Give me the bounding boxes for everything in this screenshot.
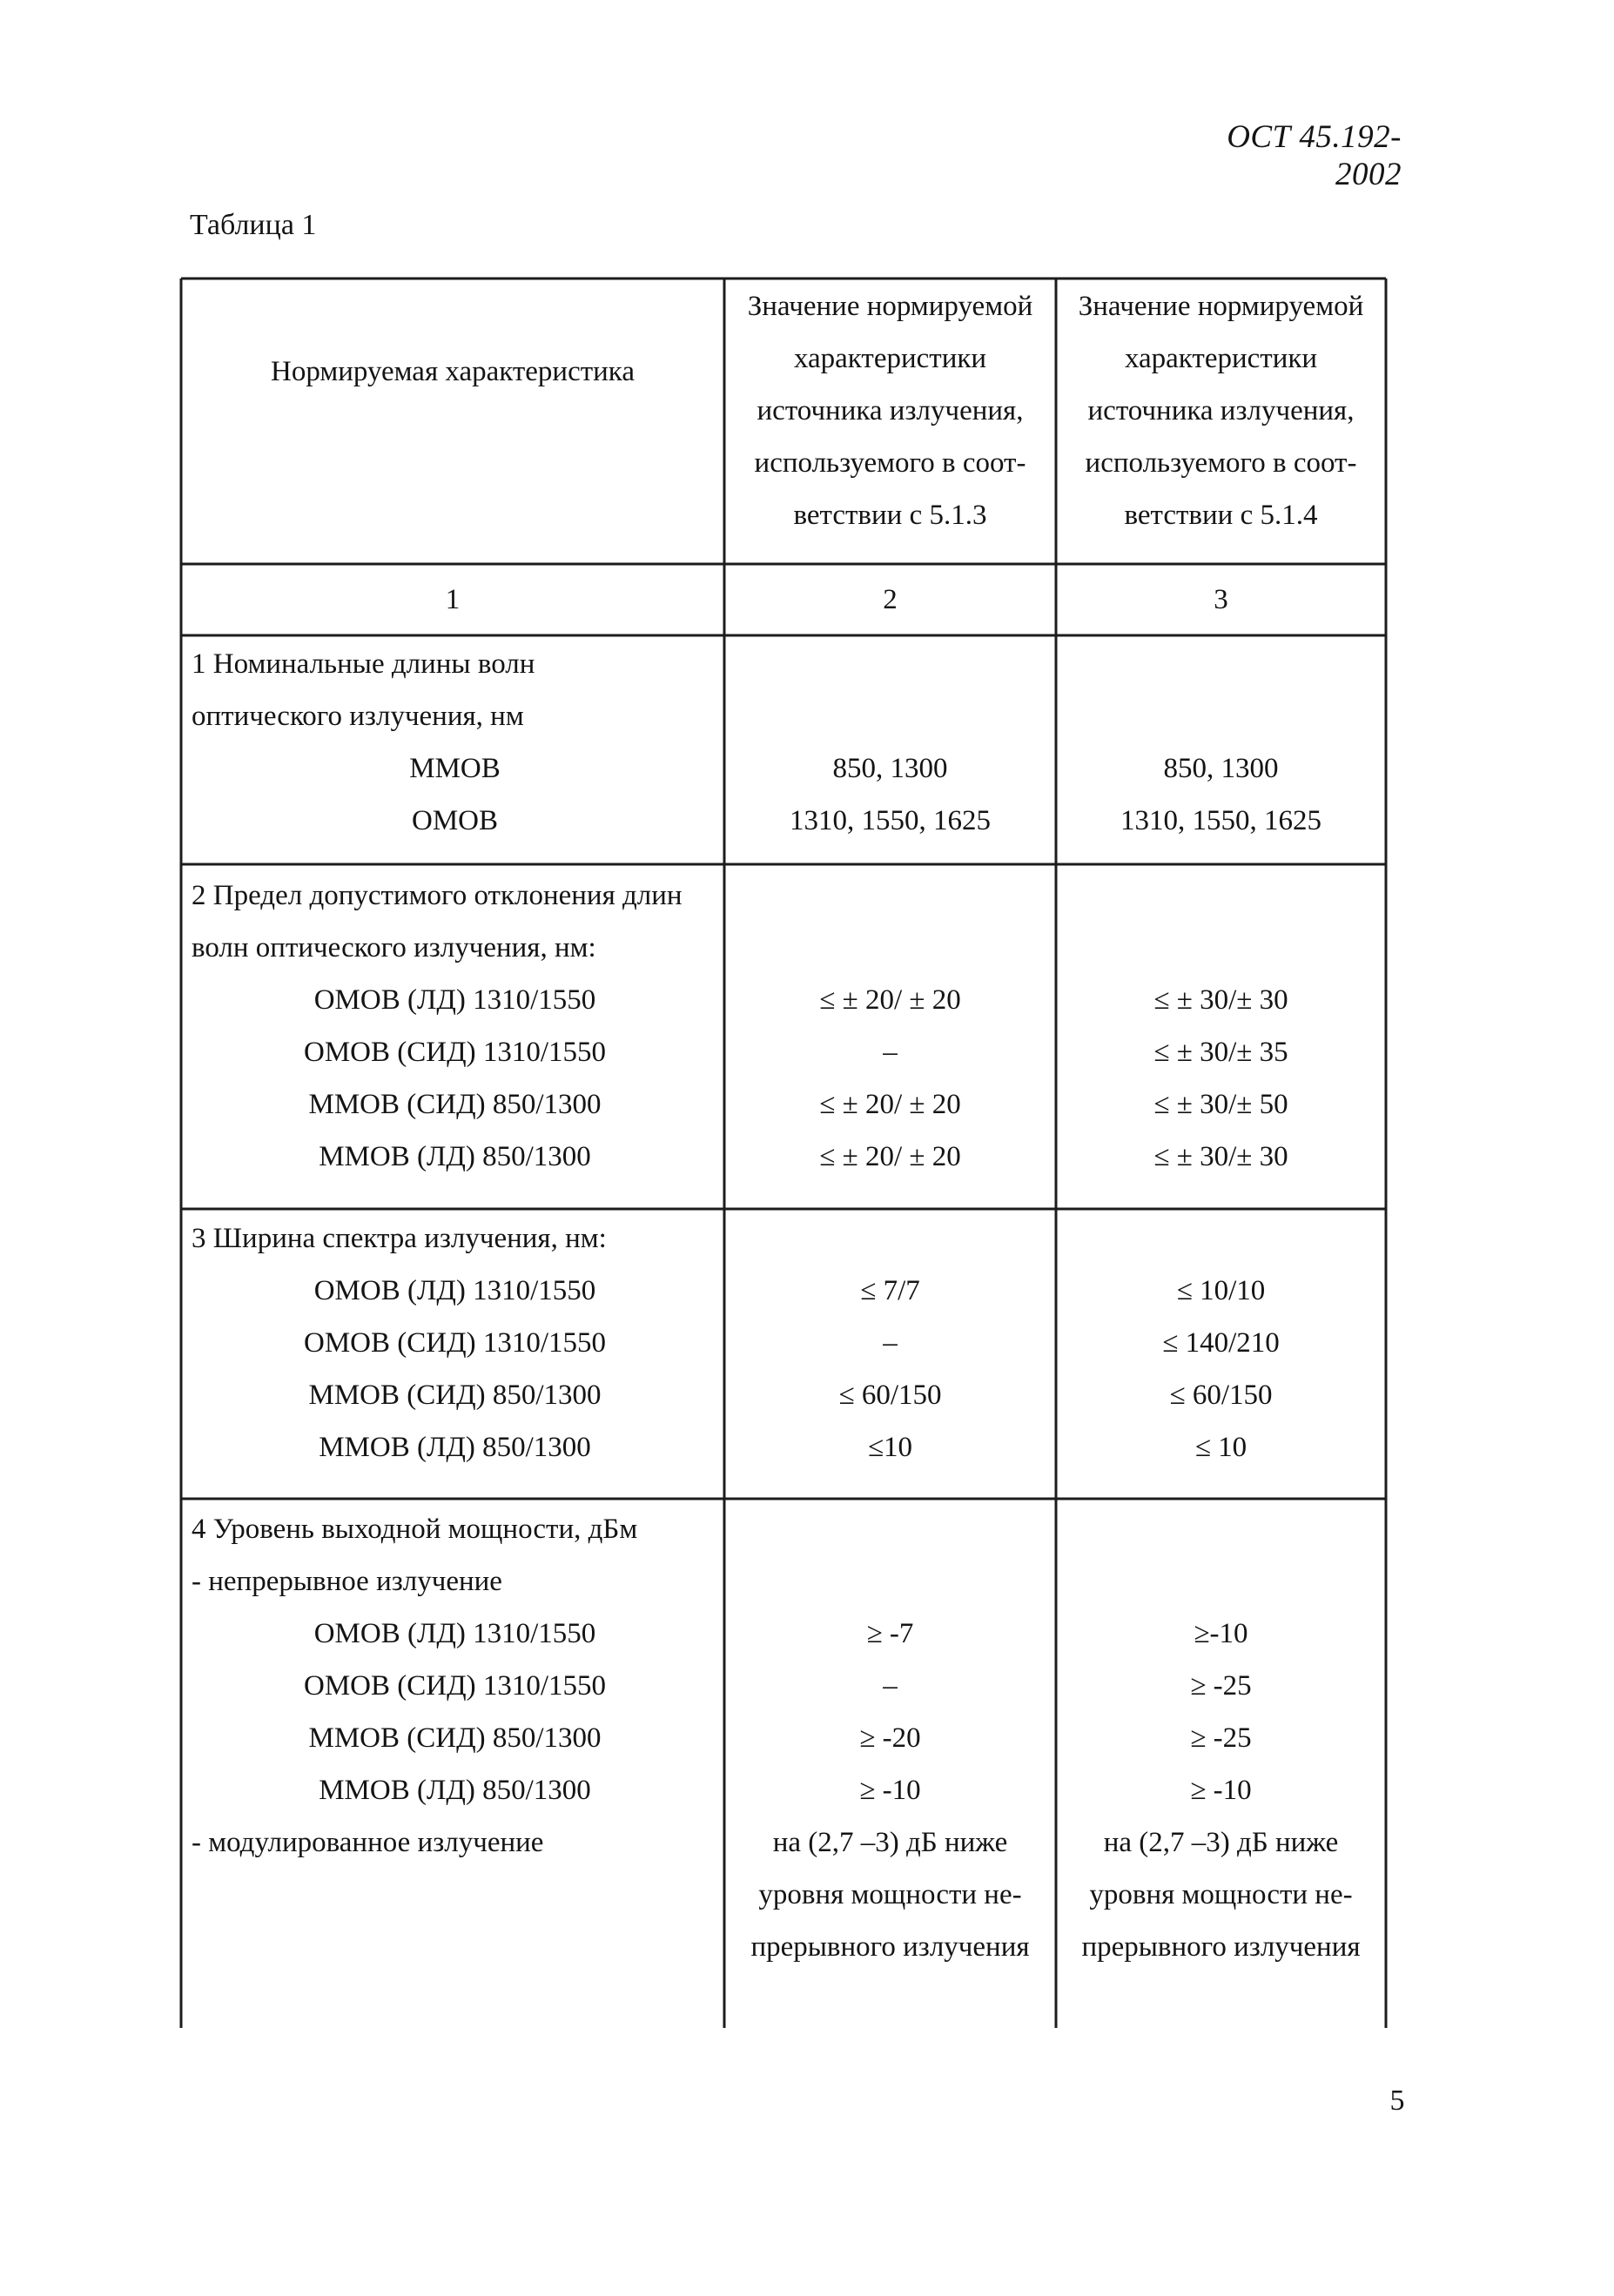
section-2-col3: ≤ ± 30/± 30 ≤ ± 30/± 35 ≤ ± 30/± 50 ≤ ± 30/± 30 — [1153, 984, 1288, 1172]
column-number-3: 3 — [1214, 584, 1228, 615]
section-1-col3: 850, 1300 1310, 1550, 1625 — [1120, 753, 1321, 836]
section-1-col2: 850, 1300 1310, 1550, 1625 — [790, 753, 991, 836]
column-number-2: 2 — [883, 584, 898, 615]
section-2-col2: ≤ ± 20/ ± 20 – ≤ ± 20/ ± 20 ≤ ± 20/ ± 20 — [819, 984, 961, 1172]
document-code: ОСТ 45.192-2002 — [1227, 119, 1402, 192]
column-number-1: 1 — [445, 584, 461, 615]
section-4-col2: ≥ -7 – ≥ -20 ≥ -10 на (2,7 –3) дБ ниже уровня мощности не- прерывного излучения — [750, 1618, 1030, 1963]
header-col3: Значение нормируемой характеристики источника излучения, используемого в соот- ветствии с 5.1.4 — [1078, 291, 1364, 531]
section-4-label: 4 Уровень выходной мощности, дБм - непрерывное излучение ОМОВ (ЛД) 1310/1550 ОМОВ (СИД) 1310/1550 ММОВ (СИД) 850/1300 ММОВ (ЛД) 850/1300 - модулированное излучение — [192, 1514, 638, 1858]
section-3-col3: ≤ 10/10 ≤ 140/210 ≤ 60/150 ≤ 10 — [1162, 1275, 1280, 1463]
section-1-label: 1 Номинальные длины волн оптического излучения, нм ММОВ ОМОВ — [192, 648, 535, 836]
header-col1: Нормируемая характеристика — [271, 356, 635, 387]
section-3-label: 3 Ширина спектра излучения, нм: ОМОВ (ЛД) 1310/1550 ОМОВ (СИД) 1310/1550 ММОВ (СИД) 850/1300 ММОВ (ЛД) 850/1300 — [192, 1223, 607, 1463]
section-2-label: 2 Предел допустимого отклонения длин волн оптического излучения, нм: ОМОВ (ЛД) 1310/1550 ОМОВ (СИД) 1310/1550 ММОВ (СИД) 850/1300 ММОВ (ЛД) 850/1300 — [192, 880, 683, 1172]
section-3-col2: ≤ 7/7 – ≤ 60/150 ≤10 — [838, 1275, 942, 1463]
table-caption: Таблица 1 — [190, 209, 317, 241]
page-number: 5 — [1389, 2085, 1405, 2117]
section-4-col3: ≥-10 ≥ -25 ≥ -25 ≥ -10 на (2,7 –3) дБ ниже уровня мощности не- прерывного излучения — [1081, 1618, 1361, 1963]
header-col2: Значение нормируемой характеристики источника излучения, используемого в соот- ветствии с 5.1.3 — [747, 291, 1033, 531]
